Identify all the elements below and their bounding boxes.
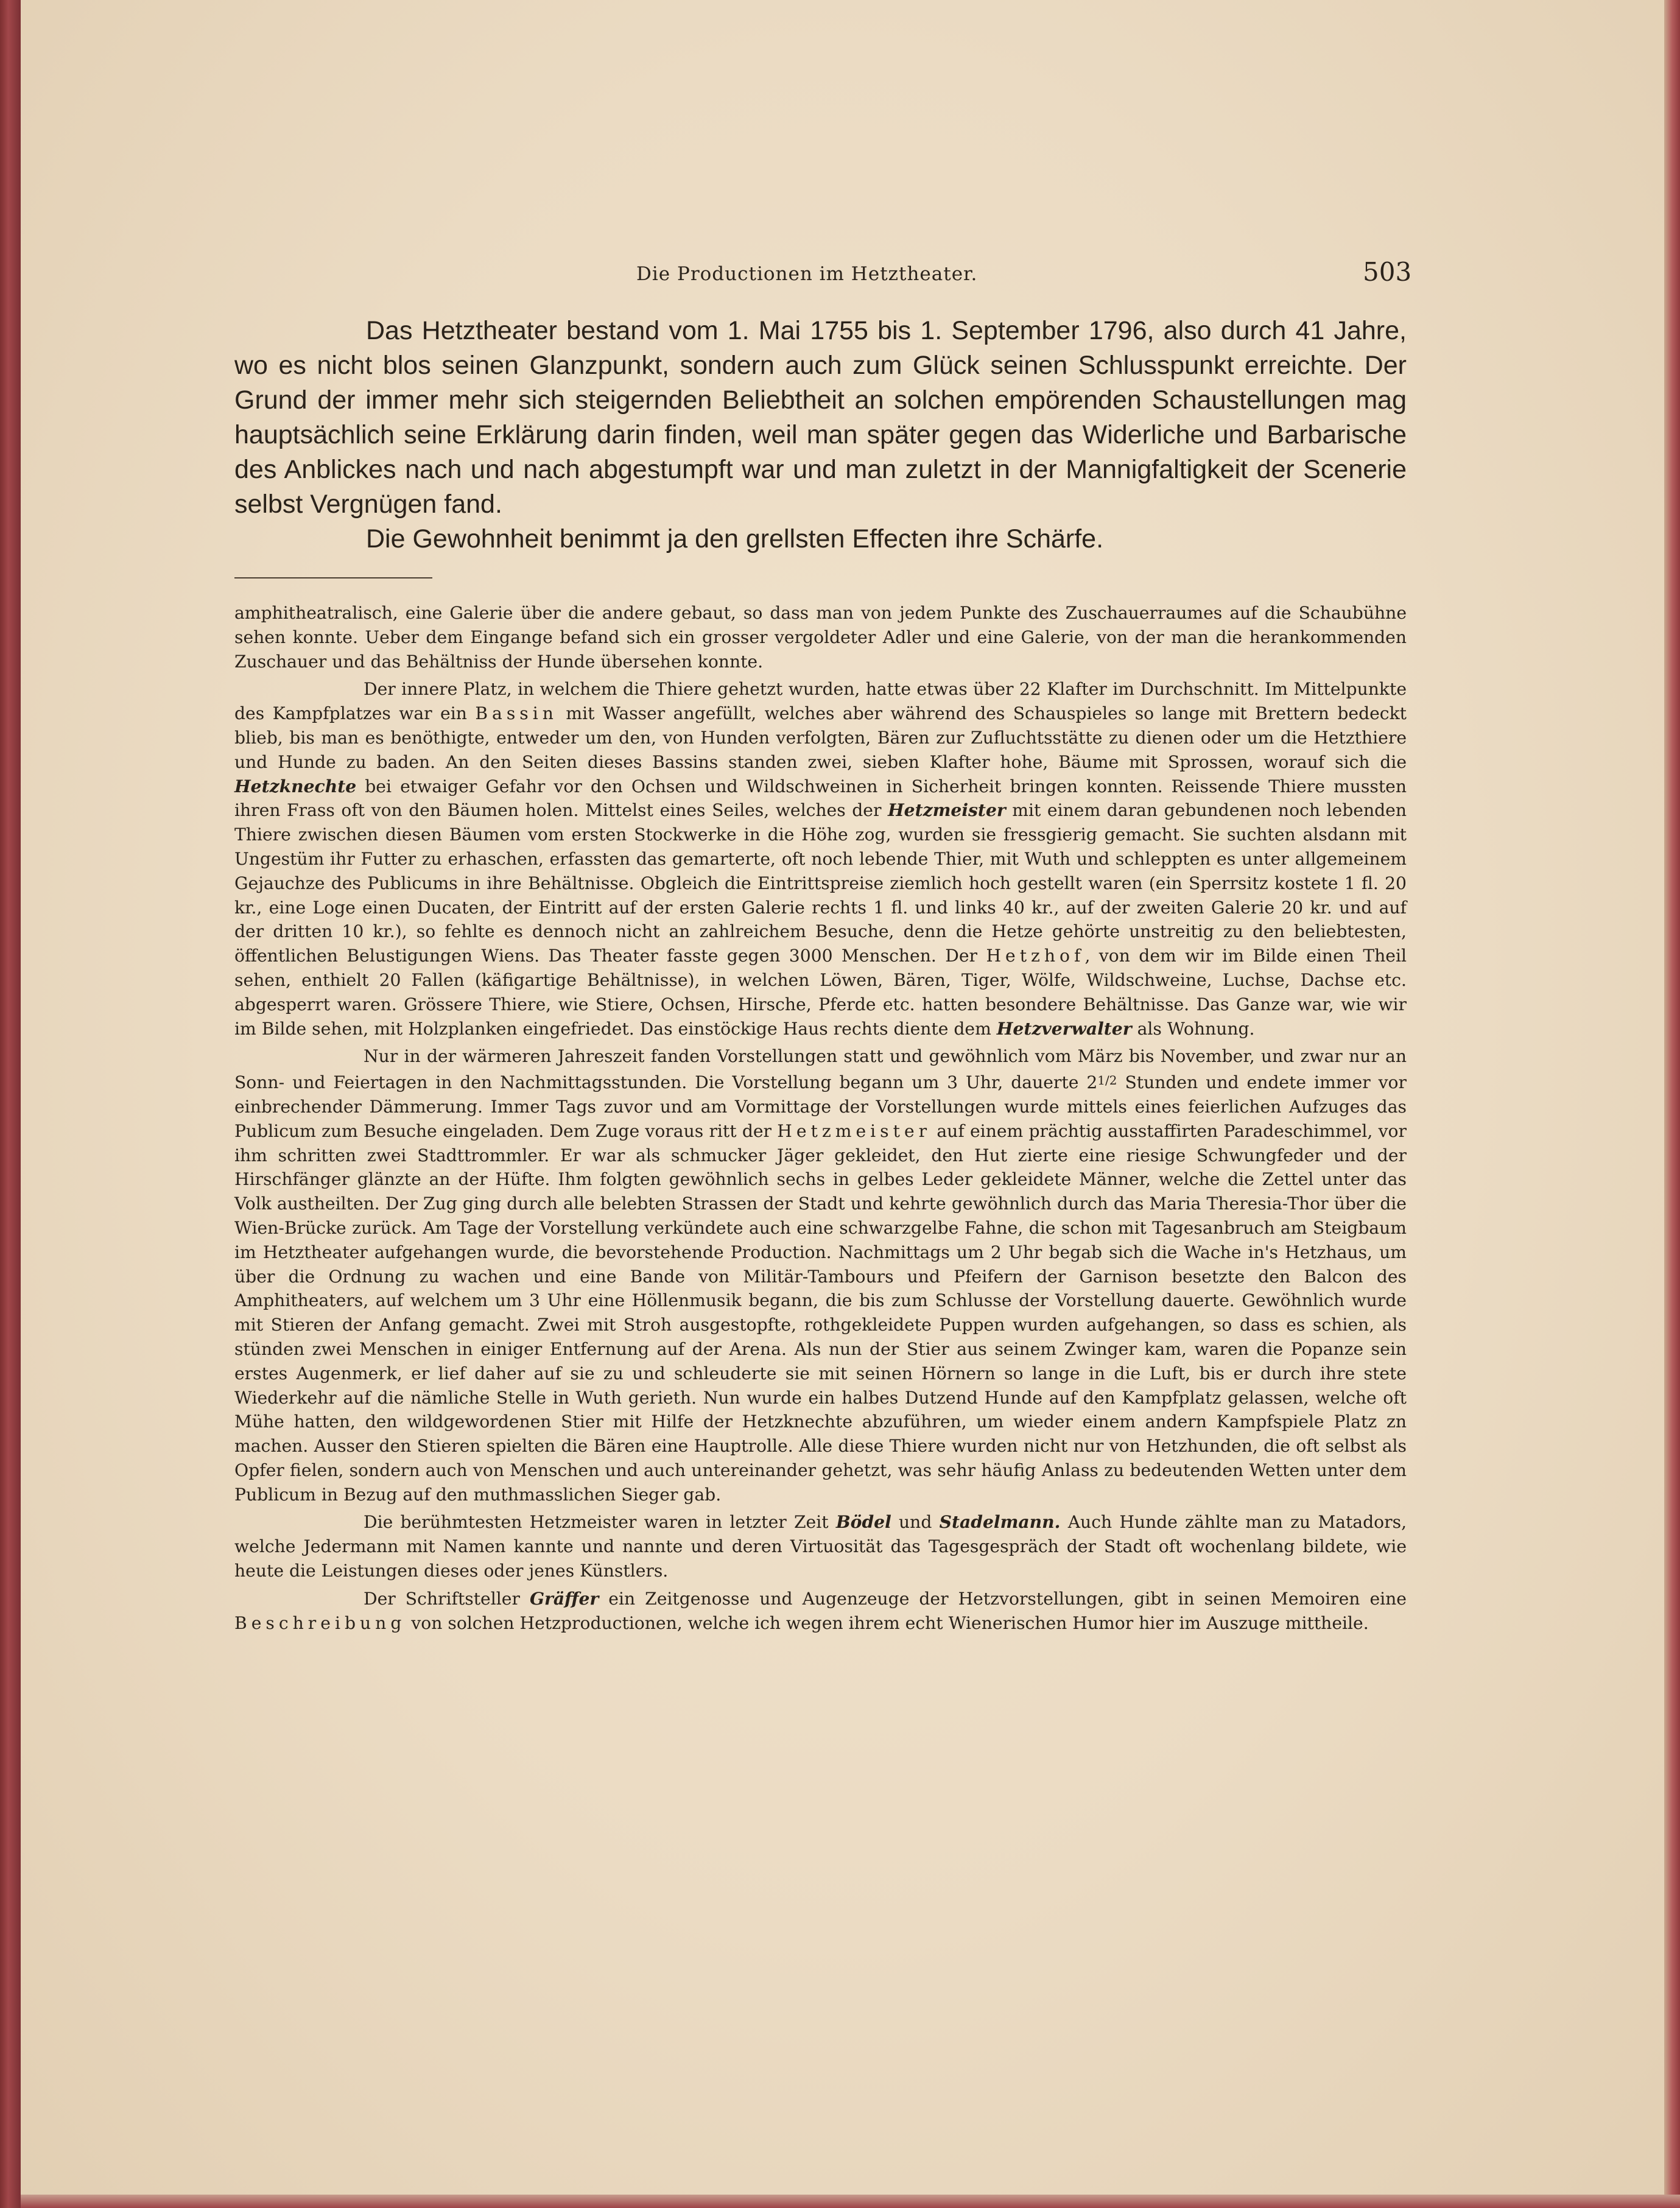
fraction: 1/2 bbox=[1097, 1073, 1117, 1088]
running-title: Die Productionen im Hetztheater. bbox=[636, 263, 978, 285]
main-paragraph: Das Hetztheater bestand vom 1. Mai 1755 bis 1. September 1796, also durch 41 Jahre, wo es nicht blos seinen Glanzpunkt, sondern auch zum Glück seinen Schlusspunkt erreichte. Der Grund der immer mehr sich steigernden Beliebtheit an solchen empörenden Schaustellungen mag hauptsächlich seine Erklärung darin finden, weil man später gegen das Widerliche und Barbarische des Anblickes nach und nach abgestumpft war und man zuletzt in der Mannigfaltigkeit der Scenerie selbst Vergnügen fand. bbox=[234, 316, 1407, 519]
spaced-term: Hetzhof bbox=[986, 946, 1085, 966]
fraktur-term: Stadelmann. bbox=[939, 1512, 1061, 1533]
main-paragraph: Die Gewohnheit benimmt ja den grellsten Effecten ihre Schärfe. bbox=[366, 524, 1104, 554]
fraktur-term: Hetzmeister bbox=[888, 800, 1006, 821]
note-paragraph: amphitheatralisch, eine Galerie über die andere gebaut, so dass man von jedem Punkte des Zuschauerraumes auf die Schaubühne sehen konnte. Ueber dem Eingange befand sich ein grosser vergoldeter Adler und eine Galerie, von der man die herankommenden Zuschauer und das Behältniss der Hunde übersehen konnte. bbox=[234, 603, 1407, 672]
page-edge-bottom bbox=[21, 2195, 1680, 2208]
fraktur-term: Hetzknechte bbox=[234, 776, 357, 796]
spaced-term: Beschreibung bbox=[234, 1612, 406, 1633]
page-number: 503 bbox=[1363, 257, 1412, 287]
note-paragraph: Der innere Platz, in welchem die Thiere gehetzt wurden, hatte etwas über 22 Klafter im Durchschnitt. Im Mittelpunkte des Kampfplatzes war ein Bassin mit Wasser angefüllt, welches aber während des Schauspieles so lange mit Brettern bedeckt blieb, bis man es benöthigte, entweder um den, von Hunden verfolgten, Bären zur Zufluchtsstätte zu dienen oder um die Hetzthiere und Hunde zu baden. An den Seiten dieses Bassins standen zwei, sieben Klafter hohe, Bäume mit Sprossen, worauf sich die Hetzknechte bei etwaiger Gefahr vor den Ochsen und Wildschweinen in Sicherheit bringen konnten. Reissende Thiere mussten ihren Frass oft von den Bäumen holen. Mittelst eines Seiles, welches der Hetzmeister mit einem daran gebundenen noch lebenden Thiere zwischen diesen Bäumen vom ersten Stockwerke in die Höhe zog, wurden sie fressgierig gemacht. Sie suchten alsdann mit Ungestüm ihr Futter zu erhaschen, erfassten das gemarterte, oft noch lebende Thier, mit Wuth und schleppten es unter allgemeinem Gejauchze des Publicums in ihre Behältnisse. Obgleich die Eintrittspreise ziemlich hoch gestellt waren (ein Sperrsitz kostete 1 fl. 20 kr., eine Loge einen Ducaten, der Eintritt auf der ersten Galerie rechts 1 fl. und links 40 kr., auf der zweiten Galerie 20 kr. und auf der dritten 10 kr.), so fehlte es dennoch nicht an zahlreichem Besuche, denn die Hetze gehörte unstreitig zu den beliebtesten, öffentlichen Belustigungen Wiens. Das Theater fasste gegen 3000 Menschen. Der Hetzhof, von dem wir im Bilde einen Theil sehen, enthielt 20 Fallen (käfigartige Behältnisse), in welchen Löwen, Bären, Tiger, Wölfe, Wildschweine, Luchse, Dachse etc. abgesperrt waren. Grössere Thiere, wie Stiere, Ochsen, Hirsche, Pferde etc. hatten besondere Behältnisse. Das Ganze war, wie wir im Bilde sehen, mit Holzplanken eingefriedet. Das einstöckige Haus rechts diente dem Hetzverwalter als Wohnung. bbox=[234, 679, 1407, 1039]
spaced-term: Hetzmeister bbox=[777, 1120, 932, 1141]
fraktur-term: Bödel bbox=[835, 1512, 891, 1533]
note-paragraph: Die berühmtesten Hetzmeister waren in letzter Zeit Bödel und Stadelmann. Auch Hunde zählte man zu Matadors, welche Jedermann mit Namen kannte und nannte und deren Virtuosität das Tagesgespräch der Stadt oft wochenlang bildete, wie heute die Leistungen dieses oder jenes Künstlers. bbox=[234, 1512, 1407, 1581]
note-paragraph: Der Schriftsteller Gräffer ein Zeitgenosse und Augenzeuge der Hetzvorstellungen, gibt in seinen Memoiren eine Beschreibung von solchen Hetzproductionen, welche ich wegen ihrem echt Wienerischen Humor hier im Auszuge mittheile. bbox=[234, 1588, 1407, 1633]
note-paragraph: Nur in der wärmeren Jahreszeit fanden Vorstellungen statt und gewöhnlich vom März bis November, und zwar nur an Sonn- und Feiertagen in den Nachmittagsstunden. Die Vorstellung begann um 3 Uhr, dauerte $2^{1/2}$ Stunden und endete immer vor einbrechender Dämmerung. Immer Tags zuvor und am Vormittage der Vorstellungen wurde mittels eines feierlichen Aufzuges das Publicum zum Besuche eingeladen. Dem Zuge voraus ritt der Hetzmeister auf einem prächtig ausstaffirten Paradeschimmel, vor ihm schritten zwei Stadttrommler. Er war als schmucker Jäger gekleidet, den Hut zierte eine riesige Schwungfeder und der Hirschfänger glänzte an der Hüfte. Ihm folgten gewöhnlich sechs in gelbes Leder gekleidete Männer, welche die Zettel unter das Volk austheilten. Der Zug ging durch alle belebten Strassen der Stadt und kehrte gewöhnlich durch das Maria Theresia-Thor über die Wien-Brücke zurück. Am Tage der Vorstellung verkündete auch eine schwarzgelbe Fahne, die schon mit Tagesanbruch am Steigbaum im Hetztheater aufgehangen wurde, die bevorstehende Production. Nachmittags um 2 Uhr begab sich die Wache in's Hetzhaus, um über die Ordnung zu wachen und eine Bande von Militär-Tambours und Pfeifern der Garnison besetzte den Balcon des Amphitheaters, auf welchem um 3 Uhr eine Höllenmusik begann, die bis zum Schlusse der Vorstellung dauerte. Gewöhnlich wurde mit Stieren der Anfang gemacht. Zwei mit Stroh ausgestopfte, rothgekleidete Puppen wurden aufgehangen, so dass es schien, als stünden zwei Menschen in einiger Entfernung auf der Arena. Als nun der Stier aus seinem Zwinger kam, waren die Popanze sein erstes Augenmerk, er lief daher auf sie zu und schleuderte sie mit seinen Hörnern so lange in die Luft, bis er durch ihre stete Wiederkehr auf die nämliche Stelle in Wuth gerieth. Nun wurde ein halbes Dutzend Hunde auf den Kampfplatz gelassen, welche oft Mühe hatten, den wildgewordenen Stier mit Hilfe der Hetzknechte abzuführen, um wieder einem andern Kampfspiele Platz zn machen. Ausser den Stieren spielten die Bären eine Hauptrolle. Alle diese Thiere wurden nicht nur von Hetzhunden, die oft selbst als Opfer fielen, sondern auch von Menschen und auch untereinander gehetzt, was sehr häufig Anlass zu bedeutenden Wetten unter dem Publicum in Bezug auf den muthmasslichen Sieger gab. bbox=[234, 1046, 1407, 1505]
main-text bbox=[234, 314, 1407, 557]
footnote-divider bbox=[234, 577, 432, 578]
page-edge-right bbox=[1664, 0, 1680, 2208]
book-binding-edge bbox=[0, 0, 21, 2208]
footnote-text bbox=[234, 601, 1407, 1639]
fraktur-term: Hetzverwalter bbox=[996, 1018, 1132, 1039]
fraktur-term: Gräffer bbox=[529, 1588, 599, 1609]
spaced-term: Bassin bbox=[475, 703, 558, 724]
